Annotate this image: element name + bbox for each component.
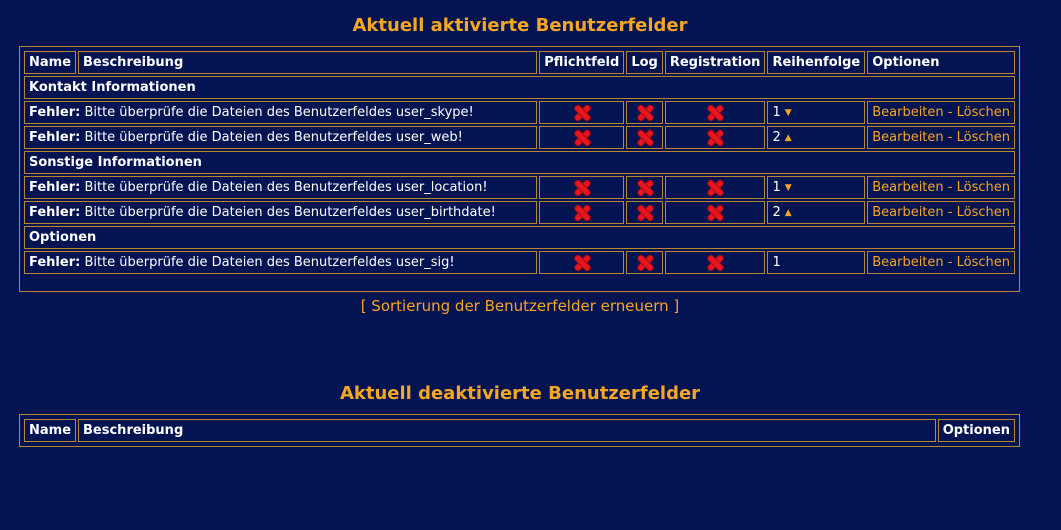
header-required: Pflichtfeld bbox=[539, 51, 624, 74]
category-row bbox=[24, 151, 1015, 174]
red-x-icon bbox=[707, 205, 723, 221]
active-fields-frame bbox=[19, 46, 1020, 292]
edit-link[interactable]: Bearbeiten bbox=[872, 255, 944, 270]
options-cell bbox=[867, 201, 1015, 224]
resort-link-container bbox=[0, 297, 1040, 315]
required-status-cell bbox=[539, 126, 624, 149]
error-prefix: Fehler: bbox=[29, 180, 81, 195]
options-cell bbox=[867, 176, 1015, 199]
delete-link[interactable]: Löschen bbox=[956, 255, 1010, 270]
table-row bbox=[24, 126, 1015, 149]
field-error-cell bbox=[24, 251, 537, 274]
inactive-fields-title: Aktuell deaktivierte Benutzerfelder bbox=[339, 383, 701, 404]
move-down-icon[interactable]: ▼ bbox=[784, 183, 792, 193]
red-x-icon bbox=[707, 255, 723, 271]
registration-status-cell bbox=[665, 201, 766, 224]
log-status-cell bbox=[626, 201, 663, 224]
red-x-icon bbox=[707, 130, 723, 146]
options-separator: - bbox=[943, 255, 957, 270]
active-fields-title: Aktuell aktivierte Benutzerfelder bbox=[352, 15, 688, 36]
move-up-icon[interactable]: ▲ bbox=[784, 208, 792, 218]
table-header-row bbox=[24, 51, 1015, 74]
table-row bbox=[24, 251, 1015, 274]
options-separator: - bbox=[943, 180, 957, 195]
error-prefix: Fehler: bbox=[29, 205, 81, 220]
active-fields-table bbox=[22, 49, 1017, 276]
inactive-fields-table bbox=[22, 417, 1017, 444]
field-error-cell bbox=[24, 201, 537, 224]
active-fields-body bbox=[24, 76, 1015, 274]
options-cell bbox=[867, 251, 1015, 274]
header-order: Reihenfolge bbox=[767, 51, 865, 74]
order-number: 1 bbox=[772, 255, 781, 270]
registration-status-cell bbox=[665, 101, 766, 124]
order-number: 1 bbox=[772, 180, 781, 195]
edit-link[interactable]: Bearbeiten bbox=[872, 130, 944, 145]
error-message: Bitte überprüfe die Dateien des Benutzerfeldes user_sig! bbox=[80, 255, 455, 270]
table-row bbox=[24, 101, 1015, 124]
registration-status-cell bbox=[665, 251, 766, 274]
delete-link[interactable]: Löschen bbox=[956, 180, 1010, 195]
required-status-cell bbox=[539, 251, 624, 274]
order-number: 1 bbox=[772, 105, 781, 120]
field-error-cell bbox=[24, 176, 537, 199]
header-log: Log bbox=[626, 51, 663, 74]
required-status-cell bbox=[539, 201, 624, 224]
order-cell bbox=[767, 101, 865, 124]
order-number: 2 bbox=[772, 205, 781, 220]
error-prefix: Fehler: bbox=[29, 105, 81, 120]
error-message: Bitte überprüfe die Dateien des Benutzerfeldes user_web! bbox=[80, 130, 463, 145]
edit-link[interactable]: Bearbeiten bbox=[872, 105, 944, 120]
red-x-icon bbox=[574, 205, 590, 221]
order-cell bbox=[767, 201, 865, 224]
delete-link[interactable]: Löschen bbox=[956, 105, 1010, 120]
options-cell bbox=[867, 126, 1015, 149]
category-label: Sonstige Informationen bbox=[24, 151, 1015, 174]
red-x-icon bbox=[707, 105, 723, 121]
error-message: Bitte überprüfe die Dateien des Benutzerfeldes user_location! bbox=[80, 180, 488, 195]
registration-status-cell bbox=[665, 126, 766, 149]
red-x-icon bbox=[574, 105, 590, 121]
log-status-cell bbox=[626, 176, 663, 199]
red-x-icon bbox=[637, 180, 653, 196]
edit-link[interactable]: Bearbeiten bbox=[872, 180, 944, 195]
edit-link[interactable]: Bearbeiten bbox=[872, 205, 944, 220]
red-x-icon bbox=[637, 105, 653, 121]
red-x-icon bbox=[637, 130, 653, 146]
delete-link[interactable]: Löschen bbox=[956, 205, 1010, 220]
header-registration: Registration bbox=[665, 51, 766, 74]
category-row bbox=[24, 76, 1015, 99]
field-error-cell bbox=[24, 126, 537, 149]
error-message: Bitte überprüfe die Dateien des Benutzerfeldes user_skype! bbox=[80, 105, 474, 120]
red-x-icon bbox=[574, 180, 590, 196]
options-separator: - bbox=[943, 105, 957, 120]
log-status-cell bbox=[626, 251, 663, 274]
red-x-icon bbox=[637, 205, 653, 221]
error-prefix: Fehler: bbox=[29, 130, 81, 145]
log-status-cell bbox=[626, 126, 663, 149]
field-error-cell bbox=[24, 101, 537, 124]
move-down-icon[interactable]: ▼ bbox=[784, 108, 792, 118]
header-options: Optionen bbox=[867, 51, 1015, 74]
error-prefix: Fehler: bbox=[29, 255, 81, 270]
options-separator: - bbox=[943, 130, 957, 145]
red-x-icon bbox=[574, 130, 590, 146]
category-label: Kontakt Informationen bbox=[24, 76, 1015, 99]
header-description: Beschreibung bbox=[78, 419, 936, 442]
required-status-cell bbox=[539, 176, 624, 199]
header-options: Optionen bbox=[938, 419, 1015, 442]
red-x-icon bbox=[574, 255, 590, 271]
red-x-icon bbox=[637, 255, 653, 271]
red-x-icon bbox=[707, 180, 723, 196]
table-header-row bbox=[24, 419, 1015, 442]
order-number: 2 bbox=[772, 130, 781, 145]
order-cell bbox=[767, 176, 865, 199]
required-status-cell bbox=[539, 101, 624, 124]
registration-status-cell bbox=[665, 176, 766, 199]
error-message: Bitte überprüfe die Dateien des Benutzerfeldes user_birthdate! bbox=[80, 205, 496, 220]
resort-fields-link[interactable]: [ Sortierung der Benutzerfelder erneuern ] bbox=[360, 297, 680, 315]
order-cell bbox=[767, 251, 865, 274]
header-description: Beschreibung bbox=[78, 51, 537, 74]
options-separator: - bbox=[943, 205, 957, 220]
log-status-cell bbox=[626, 101, 663, 124]
category-row bbox=[24, 226, 1015, 249]
move-up-icon[interactable]: ▲ bbox=[784, 133, 792, 143]
category-label: Optionen bbox=[24, 226, 1015, 249]
order-cell bbox=[767, 126, 865, 149]
header-name: Name bbox=[24, 51, 76, 74]
table-row bbox=[24, 176, 1015, 199]
delete-link[interactable]: Löschen bbox=[956, 130, 1010, 145]
table-row bbox=[24, 201, 1015, 224]
inactive-fields-frame bbox=[19, 414, 1020, 447]
options-cell bbox=[867, 101, 1015, 124]
header-name: Name bbox=[24, 419, 76, 442]
